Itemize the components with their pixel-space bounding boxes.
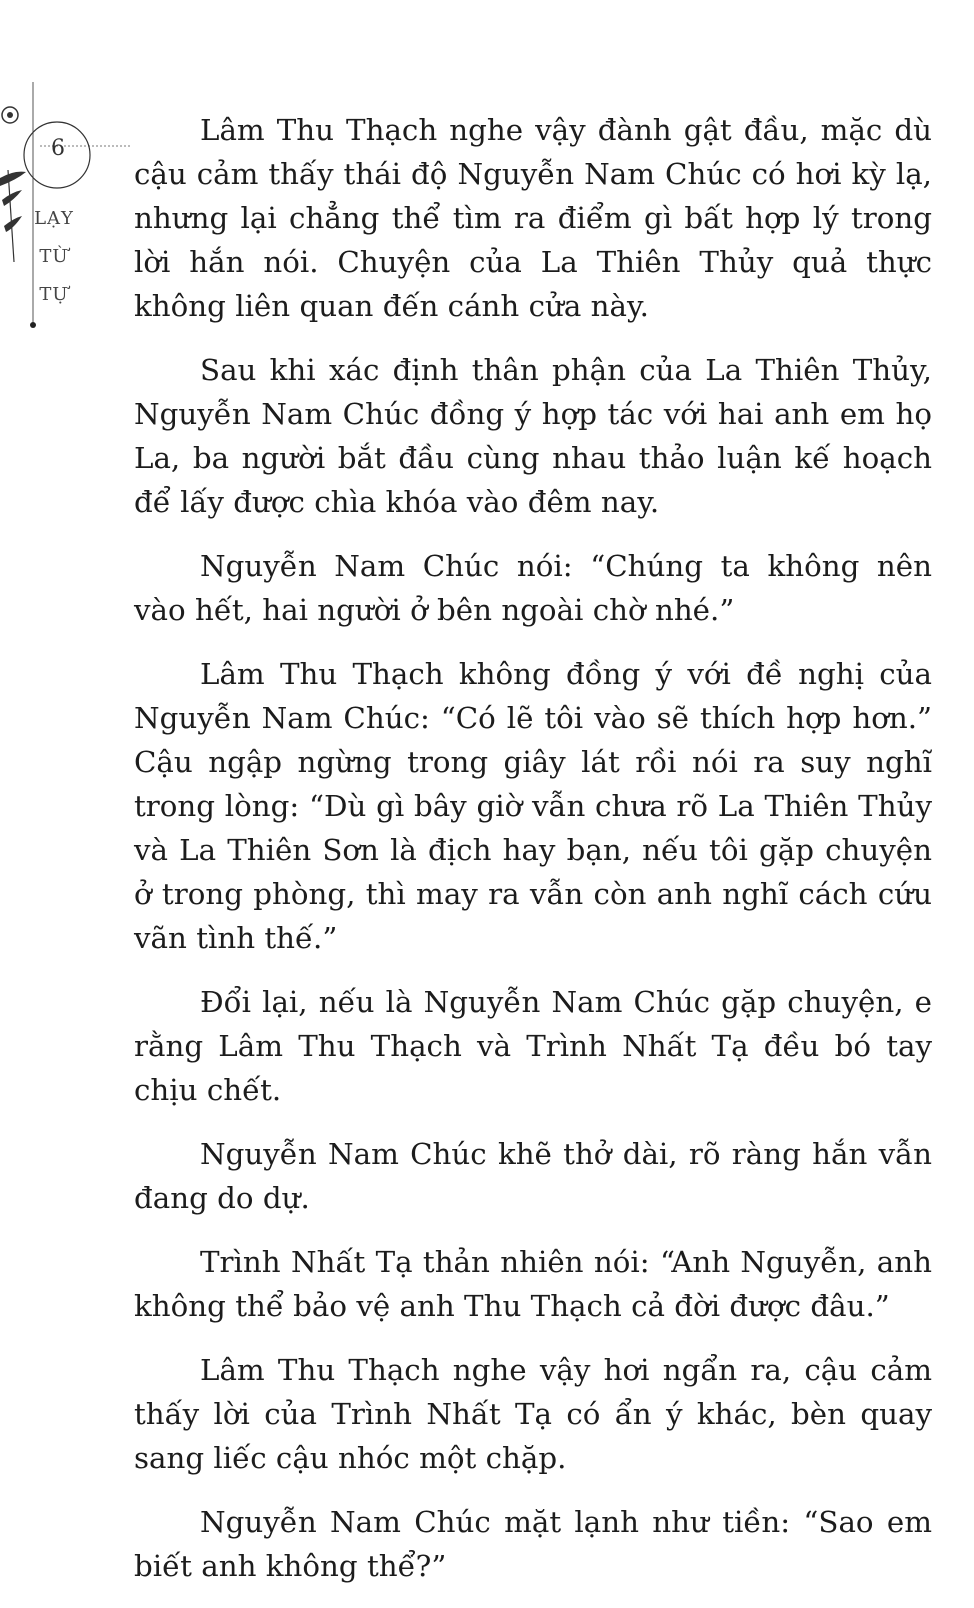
page-number: 6 [51,136,65,161]
paragraph: Lâm Thu Thạch không đồng ý với đề nghị của Nguyễn Nam Chúc: “Có lẽ tôi vào sẽ thích hợp hơn.” Cậu ngập ngừng trong giây lát rồi nói ra suy nghĩ trong lòng: “Dù gì bây giờ vẫn chưa rõ La Thiên Thủy và La Thiên Sơn là địch hay bạn, nếu tôi gặp chuyện ở trong phòng, thì may ra vẫn còn anh nghĩ cách cứu vãn tình thế.” [134,657,932,955]
paragraph: Lâm Thu Thạch nghe vậy hơi ngẩn ra, cậu cảm thấy lời của Trình Nhất Tạ có ẩn ý khác, bèn quay sang liếc cậu nhóc một chặp. [134,1353,932,1475]
paragraph: Nguyễn Nam Chúc nói: “Chúng ta không nên vào hết, hai người ở bên ngoài chờ nhé.” [134,549,932,627]
side-title-line: LẠY [34,208,74,229]
side-title [24,200,84,314]
paragraph: Nguyễn Nam Chúc mặt lạnh như tiền: “Sao em biết anh không thể?” [134,1505,932,1583]
side-title-line: TỰ [39,284,69,305]
side-title-line: TỪ [39,246,69,267]
ornament-dot [30,322,36,328]
paragraph: Trình Nhất Tạ thản nhiên nói: “Anh Nguyễn, anh không thể bảo vệ anh Thu Thạch cả đời được đâu.” [134,1245,932,1323]
paragraph: Nguyễn Nam Chúc khẽ thở dài, rõ ràng hắn vẫn đang do dự. [134,1137,932,1215]
bamboo-leaf-icon [0,172,26,186]
paragraph: Đổi lại, nếu là Nguyễn Nam Chúc gặp chuyện, e rằng Lâm Thu Thạch và Trình Nhất Tạ đều bó tay chịu chết. [134,985,932,1107]
paragraph: Lâm Thu Thạch nghe vậy đành gật đầu, mặc dù cậu cảm thấy thái độ Nguyễn Nam Chúc có hơi kỳ lạ, nhưng lại chẳng thể tìm ra điểm gì bất hợp lý trong lời hắn nói. Chuyện của La Thiên Thủy quả thực không liên quan đến cánh cửa này. [134,113,932,323]
body-text [134,108,932,1608]
paragraph: Sau khi xác định thân phận của La Thiên Thủy, Nguyễn Nam Chúc đồng ý hợp tác với hai anh em họ La, ba người bắt đầu cùng nhau thảo luận kế hoạch để lấy được chìa khóa vào đêm nay. [134,353,932,519]
